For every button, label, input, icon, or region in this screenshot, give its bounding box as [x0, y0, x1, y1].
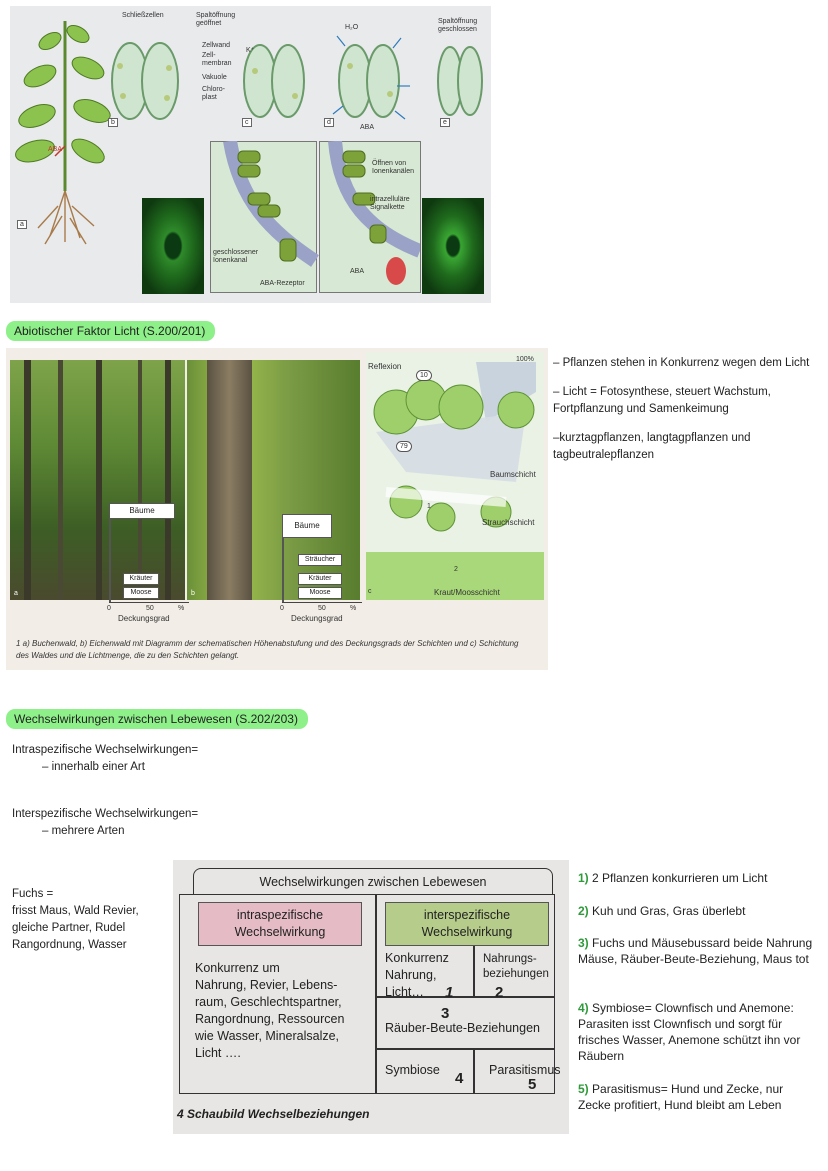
layer-baumschicht: Baumschicht	[490, 470, 536, 479]
label-aba-rezeptor: ABA-Rezeptor	[260, 280, 305, 287]
schaubild-title-bar: Wechselwirkungen zwischen Lebewesen	[193, 868, 553, 894]
label-geschlossener-ionenkanal: geschlossener Ionenkanal	[213, 249, 259, 264]
licht-note-2: – Licht = Fotosynthese, steuert Wachstum, Fortpflanzung und Samenkeimung	[553, 386, 771, 415]
annotation-4-text: Symbiose= Clownfisch und Anemone: Parasiten isst Clownfisch und sorgt für frisches Wasser, Anemone schützt ihn vor Räubern	[578, 1001, 801, 1063]
intra-term: Intraspezifische Wechselwirkungen=	[12, 744, 199, 756]
intra-body-line-3: raum, Geschlechtspartner,	[195, 995, 342, 1009]
licht-notes	[553, 355, 818, 476]
schaubild-figure	[173, 860, 569, 1134]
annotation-3-num: 3)	[578, 936, 589, 950]
fuchs-line-3: gleiche Partner, Rudel	[12, 922, 126, 934]
section-heading-licht: Abiotischer Faktor Licht (S.200/201)	[6, 321, 215, 341]
annotation-2	[578, 903, 813, 919]
konkurrenz-line-1: Konkurrenz	[385, 951, 449, 965]
inter-def: – mehrere Arten	[42, 825, 125, 837]
stomata-figure	[10, 6, 491, 303]
layer-krautmoosschicht: Kraut/Moosschicht	[434, 588, 500, 597]
fuchs-line-1: Fuchs =	[12, 888, 54, 900]
axis-tick-0-a: 0	[107, 605, 111, 612]
fuchs-line-4: Rangordnung, Wasser	[12, 939, 127, 951]
aba-label-plant: ABA	[48, 146, 63, 153]
annotation-5-text: Parasitismus= Hund und Zecke, nur Zecke profitiert, Hund bleibt am Leben	[578, 1082, 784, 1112]
mark-3: 3	[441, 1005, 450, 1022]
annotation-2-text: Kuh und Gras, Gras überlebt	[592, 904, 746, 918]
annotation-3-text: Fuchs und Mäusebussard beide Nahrung Mäuse, Räuber-Beute-Beziehung, Maus tot	[578, 936, 813, 966]
bar-moose-b: Moose	[298, 587, 342, 599]
stoma-photo-right	[422, 198, 484, 294]
bar-baeume-a: Bäume	[109, 503, 175, 519]
panel-c-letter-forest: c	[368, 588, 372, 595]
label-spaltoeffnung-geschlossen: Spaltöffnung geschlossen	[438, 18, 478, 33]
konkurrenz-line-2: Nahrung,	[385, 968, 437, 982]
axis-tick-50-a: 50	[146, 605, 154, 612]
axis-tick-pct-a: %	[178, 605, 185, 612]
inter-header-box: interspezifische Wechselwirkung	[385, 902, 549, 946]
licht-note-1: – Pflanzen stehen in Konkurrenz wegen dem Licht	[553, 357, 810, 369]
light-value-10: 10	[416, 370, 432, 381]
label-signalkette: intrazelluläre Signalkette	[370, 196, 410, 211]
axis-tick-pct-b: %	[350, 605, 357, 612]
mark-5: 5	[528, 1076, 537, 1093]
licht-note-3: –kurztagpflanzen, langtagpflanzen und tagbeutralepflanzen	[553, 432, 751, 461]
mark-4: 4	[455, 1070, 464, 1087]
intra-def: – innerhalb einer Art	[42, 761, 145, 773]
nahrung-line-2: beziehungen	[483, 968, 549, 980]
label-zellmembran: Zell- membran	[202, 52, 232, 67]
stoma-photo-left	[142, 198, 204, 294]
section-heading-wechselwirkungen: Wechselwirkungen zwischen Lebewesen (S.202/203)	[6, 709, 308, 729]
bar-kraeuter-a: Kräuter	[123, 573, 159, 585]
raeuber-beute-cell: Räuber-Beute-Beziehungen	[385, 1021, 540, 1035]
forest-caption: 1 a) Buchenwald, b) Eichenwald mit Diagramm der schematischen Höhenabstufung und des Deckungsgrads der Schichten und c) Schichtung des Waldes und die Lichtmenge, die zu den Schichten gelangt.	[16, 639, 519, 660]
annotation-1	[578, 870, 813, 886]
fuchs-note	[12, 886, 139, 954]
intra-body-line-1: Konkurrenz um	[195, 961, 280, 975]
bar-straeucher-b: Sträucher	[298, 554, 342, 566]
fuchs-line-2: frisst Maus, Wald Revier,	[12, 905, 139, 917]
light-value-79: 79	[396, 441, 412, 452]
intra-body-line-6: Licht ….	[195, 1046, 241, 1060]
label-oeffnen-ionenkanaele: Öffnen von Ionenkanälen	[372, 160, 415, 175]
axis-label-a: Deckungsgrad	[118, 614, 170, 623]
konkurrenz-line-3: Licht…	[385, 985, 424, 999]
annotation-5-num: 5)	[578, 1082, 589, 1096]
panel-d-letter: d	[324, 118, 334, 127]
guard-cells-illustration	[105, 26, 485, 136]
light-value-1: 1	[427, 503, 431, 510]
label-zellwand: Zellwand	[202, 42, 231, 49]
panel-b-letter-forest: b	[191, 590, 195, 597]
intra-header-box: intraspezifische Wechselwirkung	[198, 902, 362, 946]
annotation-4	[578, 1000, 813, 1064]
panel-e-letter: e	[440, 118, 450, 127]
bar-baeume-b: Bäume	[282, 514, 332, 538]
forest-figure	[6, 348, 548, 670]
axis-label-b: Deckungsgrad	[291, 614, 343, 623]
layer-strauchschicht: Strauchschicht	[482, 518, 535, 527]
label-k-plus: K⁺	[246, 47, 255, 54]
panel-a-letter-forest: a	[14, 590, 18, 597]
label-aba-cell: ABA	[360, 124, 375, 131]
annotation-5	[578, 1081, 813, 1113]
axis-tick-50-b: 50	[318, 605, 326, 612]
label-h2o: H₂O	[345, 24, 359, 31]
intra-body-line-5: wie Wasser, Mineralsalze,	[195, 1029, 340, 1043]
reflexion-label: Reflexion	[368, 362, 402, 371]
annotation-1-num: 1)	[578, 871, 589, 885]
nahrung-line-1: Nahrungs-	[483, 953, 537, 965]
light-value-2: 2	[454, 566, 458, 573]
bar-kraeuter-b: Kräuter	[298, 573, 342, 585]
mark-1: 1	[445, 984, 454, 1001]
mark-2: 2	[495, 984, 504, 1001]
annotation-1-text: 2 Pflanzen konkurrieren um Licht	[592, 871, 768, 885]
label-spaltoeffnung-geoeffnet: Spaltöffnung geöffnet	[196, 12, 236, 27]
panel-b-letter: b	[108, 118, 118, 127]
konkurrenz-cell	[385, 950, 449, 1001]
plant-illustration	[10, 6, 115, 246]
panel-c-letter: c	[242, 118, 252, 127]
annotation-2-num: 2)	[578, 904, 589, 918]
intra-body	[195, 960, 375, 1062]
label-vakuole: Vakuole	[202, 74, 227, 81]
annotation-3	[578, 935, 813, 967]
inter-term: Interspezifische Wechselwirkungen=	[12, 808, 199, 820]
intra-body-line-4: Rangordnung, Ressourcen	[195, 1012, 345, 1026]
label-chloroplast: Chloro- plast	[202, 86, 225, 101]
schaubild-caption: 4 Schaubild Wechselbeziehungen	[177, 1107, 370, 1121]
bar-moose-a: Moose	[123, 587, 159, 599]
beech-forest-photo	[10, 360, 185, 600]
symbiose-cell: Symbiose	[385, 1063, 440, 1077]
percent-100-label: 100%	[516, 356, 534, 363]
parasitismus-cell: Parasitismus	[489, 1063, 561, 1077]
label-schliesszellen: Schließzellen	[122, 12, 164, 19]
intra-body-line-2: Nahrung, Revier, Lebens-	[195, 978, 338, 992]
axis-tick-0-b: 0	[280, 605, 284, 612]
panel-a-letter: a	[17, 220, 27, 229]
label-aba-membrane: ABA	[350, 268, 365, 275]
nahrungsbeziehungen-cell	[483, 952, 549, 982]
annotation-4-num: 4)	[578, 1001, 589, 1015]
